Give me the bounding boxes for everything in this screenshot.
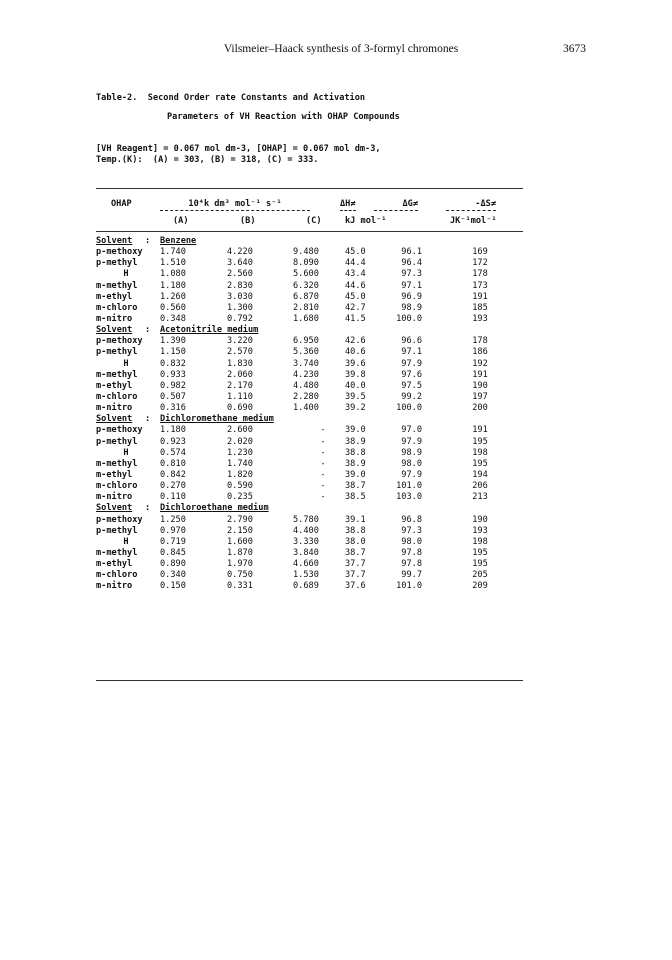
cell-delta-s: 178 (472, 336, 488, 347)
cell-delta-h: 38.7 (345, 547, 366, 558)
table-row (96, 359, 536, 370)
cell-k-b: 1.300 (227, 302, 253, 313)
solvent-colon: : (145, 414, 151, 425)
cell-delta-g: 103.0 (396, 492, 422, 503)
table-row (96, 548, 536, 559)
header-delta-h: ΔH≠ (340, 199, 356, 209)
cell-delta-s: 191 (472, 369, 488, 380)
cell-delta-s: 200 (472, 403, 488, 414)
cell-k-c: 3.330 (293, 536, 319, 547)
table-row (96, 381, 536, 392)
cell-delta-g: 97.8 (401, 547, 422, 558)
cell-k-b: 2.060 (227, 369, 253, 380)
cell-k-c: 0.689 (293, 581, 319, 592)
cell-k-a: 0.970 (160, 525, 186, 536)
cell-k-c: 2.280 (293, 391, 319, 402)
cell-delta-h: 38.8 (345, 447, 366, 458)
cell-delta-s: 193 (472, 525, 488, 536)
cell-k-b: 1.600 (227, 536, 253, 547)
table-row (96, 292, 536, 303)
table-row (96, 425, 536, 436)
solvent-name: Dichloromethane medium (160, 414, 274, 425)
cell-delta-h: 38.7 (345, 481, 366, 492)
cell-k-b: 2.150 (227, 525, 253, 536)
cell-delta-h: 42.7 (345, 302, 366, 313)
cell-k-a: 0.810 (160, 458, 186, 469)
cell-delta-h: 37.7 (345, 559, 366, 570)
table-caption (96, 89, 400, 127)
page-number: 3673 (563, 43, 586, 55)
cell-delta-s: 195 (472, 547, 488, 558)
table-row (96, 459, 536, 470)
cell-delta-h: 39.5 (345, 391, 366, 402)
table-row (96, 526, 536, 537)
cell-ohap: p-methyl (96, 525, 138, 536)
table-row (96, 247, 536, 258)
cell-k-a: 0.933 (160, 369, 186, 380)
solvent-heading (96, 236, 536, 247)
cell-k-c: - (320, 425, 326, 436)
cell-delta-g: 97.1 (401, 280, 422, 291)
cell-k-a: 1.510 (160, 258, 186, 269)
cell-ohap: m-methyl (96, 547, 138, 558)
cell-delta-g: 100.0 (396, 403, 422, 414)
cell-delta-s: 205 (472, 570, 488, 581)
solvent-colon: : (145, 236, 151, 246)
caption-line-1: Second Order rate Constants and Activation (147, 93, 366, 103)
cell-k-a: 0.150 (160, 581, 186, 592)
cell-delta-h: 39.6 (345, 358, 366, 369)
cell-k-b: 1.830 (227, 358, 253, 369)
cell-ohap: H (123, 447, 129, 458)
table-header-rule (96, 231, 523, 232)
cell-delta-h: 41.5 (345, 313, 366, 324)
cell-k-c: 6.950 (293, 336, 319, 347)
solvent-name: Acetonitrile medium (160, 325, 259, 336)
cell-k-b: 3.030 (227, 291, 253, 302)
cell-delta-h: 44.4 (345, 258, 366, 269)
header-kj-unit: kJ mol⁻¹ (345, 216, 387, 226)
solvent-name: Dichloroethane medium (160, 503, 269, 514)
table-bottom-rule (96, 680, 523, 681)
cell-k-c: 9.480 (293, 247, 319, 258)
cell-delta-g: 96.4 (401, 258, 422, 269)
cell-k-c: 3.740 (293, 358, 319, 369)
cell-delta-s: 173 (472, 280, 488, 291)
cell-delta-s: 197 (472, 391, 488, 402)
cell-k-c: - (320, 447, 326, 458)
header-temp-c: (C) (306, 216, 322, 226)
cell-delta-h: 45.0 (345, 247, 366, 258)
conditions-line-1: [VH Reagent] = 0.067 mol dm-3, [OHAP] = 0.067 mol dm-3, (96, 144, 381, 154)
cell-ohap: H (123, 536, 129, 547)
cell-delta-g: 96.1 (401, 247, 422, 258)
cell-k-a: 0.270 (160, 481, 186, 492)
cell-ohap: m-chloro (96, 481, 138, 492)
cell-delta-h: 39.8 (345, 369, 366, 380)
cell-k-c: 5.360 (293, 347, 319, 358)
cell-delta-g: 97.3 (401, 525, 422, 536)
cell-k-c: 4.660 (293, 559, 319, 570)
cell-k-a: 0.507 (160, 391, 186, 402)
cell-delta-s: 191 (472, 425, 488, 436)
cell-delta-s: 193 (472, 313, 488, 324)
cell-k-a: 1.390 (160, 336, 186, 347)
cell-k-a: 1.180 (160, 425, 186, 436)
cell-delta-g: 99.7 (401, 570, 422, 581)
solvent-label: Solvent (96, 414, 133, 425)
cell-delta-h: 44.6 (345, 280, 366, 291)
solvent-name: Benzene (160, 236, 197, 246)
cell-delta-h: 39.0 (345, 425, 366, 436)
cell-k-b: 2.790 (227, 514, 253, 525)
cell-k-b: 1.870 (227, 547, 253, 558)
cell-k-b: 4.220 (227, 247, 253, 258)
table-row (96, 448, 536, 459)
solvent-colon: : (145, 325, 151, 336)
cell-k-a: 0.982 (160, 380, 186, 391)
cell-ohap: H (123, 358, 129, 369)
table-row (96, 269, 536, 280)
cell-k-b: 3.220 (227, 336, 253, 347)
cell-k-c: - (320, 436, 326, 447)
cell-delta-s: 186 (472, 347, 488, 358)
cell-ohap: p-methyl (96, 436, 138, 447)
cell-k-c: 4.400 (293, 525, 319, 536)
cell-k-c: 1.680 (293, 313, 319, 324)
cell-delta-s: 190 (472, 514, 488, 525)
table-row (96, 537, 536, 548)
cell-k-a: 1.180 (160, 280, 186, 291)
cell-delta-h: 38.8 (345, 525, 366, 536)
cell-delta-h: 38.9 (345, 458, 366, 469)
cell-k-b: 0.750 (227, 570, 253, 581)
cell-delta-s: 213 (472, 492, 488, 503)
header-rate-constant: 10⁴k dm³ mol⁻¹ s⁻¹ (160, 199, 310, 211)
header-ohap: OHAP (111, 199, 132, 209)
table-row (96, 581, 536, 592)
cell-k-b: 2.560 (227, 269, 253, 280)
header-delta-s: -ΔS≠ (446, 199, 496, 211)
table-row (96, 403, 536, 414)
cell-delta-g: 99.2 (401, 391, 422, 402)
cell-ohap: m-methyl (96, 280, 138, 291)
cell-ohap: m-chloro (96, 570, 138, 581)
cell-delta-h: 40.6 (345, 347, 366, 358)
cell-delta-s: 190 (472, 380, 488, 391)
cell-k-a: 0.923 (160, 436, 186, 447)
cell-k-a: 0.348 (160, 313, 186, 324)
cell-k-a: 0.832 (160, 358, 186, 369)
cell-k-a: 0.560 (160, 302, 186, 313)
cell-k-b: 1.820 (227, 469, 253, 480)
cell-ohap: H (123, 269, 129, 280)
table-row (96, 336, 536, 347)
cell-delta-h: 43.4 (345, 269, 366, 280)
cell-delta-h: 39.1 (345, 514, 366, 525)
cell-k-a: 1.080 (160, 269, 186, 280)
cell-k-b: 2.570 (227, 347, 253, 358)
cell-k-b: 1.110 (227, 391, 253, 402)
cell-ohap: m-nitro (96, 313, 133, 324)
cell-ohap: m-ethyl (96, 469, 133, 480)
solvent-label: Solvent (96, 325, 133, 336)
table-row (96, 481, 536, 492)
cell-k-a: 0.845 (160, 547, 186, 558)
cell-ohap: m-nitro (96, 581, 133, 592)
cell-delta-g: 98.0 (401, 458, 422, 469)
table-body (96, 236, 536, 593)
cell-delta-g: 97.9 (401, 469, 422, 480)
cell-k-c: 5.780 (293, 514, 319, 525)
cell-ohap: m-ethyl (96, 559, 133, 570)
cell-delta-h: 42.6 (345, 336, 366, 347)
table-row (96, 370, 536, 381)
cell-delta-s: 191 (472, 291, 488, 302)
cell-delta-s: 198 (472, 447, 488, 458)
cell-k-a: 1.250 (160, 514, 186, 525)
cell-k-c: 3.840 (293, 547, 319, 558)
cell-delta-s: 209 (472, 581, 488, 592)
cell-delta-s: 206 (472, 481, 488, 492)
cell-k-b: 2.830 (227, 280, 253, 291)
cell-k-b: 0.590 (227, 481, 253, 492)
cell-ohap: p-methyl (96, 347, 138, 358)
table-row (96, 570, 536, 581)
running-title: Vilsmeier–Haack synthesis of 3-formyl chromones (223, 43, 459, 55)
solvent-label: Solvent (96, 236, 133, 246)
header-delta-g: ΔG≠ (374, 199, 418, 211)
cell-k-b: 0.792 (227, 313, 253, 324)
table-row (96, 437, 536, 448)
cell-delta-g: 97.3 (401, 269, 422, 280)
cell-delta-g: 98.0 (401, 536, 422, 547)
cell-delta-s: 194 (472, 469, 488, 480)
cell-delta-s: 178 (472, 269, 488, 280)
cell-ohap: m-chloro (96, 391, 138, 402)
cell-delta-s: 185 (472, 302, 488, 313)
cell-delta-g: 97.6 (401, 369, 422, 380)
table-row (96, 392, 536, 403)
cell-delta-s: 172 (472, 258, 488, 269)
cell-ohap: m-ethyl (96, 291, 133, 302)
cell-delta-g: 101.0 (396, 581, 422, 592)
cell-k-b: 3.640 (227, 258, 253, 269)
cell-k-b: 2.020 (227, 436, 253, 447)
cell-delta-g: 101.0 (396, 481, 422, 492)
cell-k-c: - (320, 469, 326, 480)
cell-k-c: - (320, 458, 326, 469)
cell-delta-g: 98.9 (401, 447, 422, 458)
table-row (96, 281, 536, 292)
cell-delta-g: 98.9 (401, 302, 422, 313)
cell-k-a: 0.574 (160, 447, 186, 458)
header-jk-unit: JK⁻¹mol⁻¹ (450, 216, 497, 226)
cell-ohap: p-methoxy (96, 247, 143, 258)
cell-delta-g: 96.6 (401, 336, 422, 347)
table-row (96, 258, 536, 269)
cell-k-b: 2.600 (227, 425, 253, 436)
table-conditions (96, 144, 381, 166)
cell-delta-s: 169 (472, 247, 488, 258)
cell-k-c: 8.090 (293, 258, 319, 269)
cell-ohap: m-nitro (96, 403, 133, 414)
cell-k-c: 4.480 (293, 380, 319, 391)
cell-k-c: 1.400 (293, 403, 319, 414)
table-row (96, 314, 536, 325)
cell-k-b: 0.331 (227, 581, 253, 592)
cell-delta-g: 96.8 (401, 514, 422, 525)
cell-k-b: 1.230 (227, 447, 253, 458)
table-row (96, 347, 536, 358)
cell-delta-h: 38.5 (345, 492, 366, 503)
solvent-label: Solvent (96, 503, 133, 514)
cell-k-a: 0.316 (160, 403, 186, 414)
cell-ohap: p-methoxy (96, 514, 143, 525)
solvent-heading (96, 414, 536, 425)
cell-delta-h: 40.0 (345, 380, 366, 391)
cell-k-b: 0.690 (227, 403, 253, 414)
caption-line-2: Parameters of VH Reaction with OHAP Compounds (167, 112, 400, 122)
cell-delta-g: 97.5 (401, 380, 422, 391)
cell-ohap: m-ethyl (96, 380, 133, 391)
cell-k-c: 1.530 (293, 570, 319, 581)
cell-k-a: 0.842 (160, 469, 186, 480)
cell-delta-h: 39.0 (345, 469, 366, 480)
cell-k-b: 2.170 (227, 380, 253, 391)
cell-ohap: m-methyl (96, 369, 138, 380)
cell-delta-g: 97.9 (401, 358, 422, 369)
table-row (96, 470, 536, 481)
cell-k-a: 0.110 (160, 492, 186, 503)
table-row (96, 559, 536, 570)
solvent-heading (96, 325, 536, 336)
cell-delta-g: 97.0 (401, 425, 422, 436)
cell-k-c: 5.600 (293, 269, 319, 280)
cell-k-c: - (320, 481, 326, 492)
cell-delta-g: 96.9 (401, 291, 422, 302)
cell-delta-h: 37.7 (345, 570, 366, 581)
cell-ohap: m-methyl (96, 458, 138, 469)
table-row (96, 492, 536, 503)
cell-ohap: p-methoxy (96, 425, 143, 436)
cell-k-c: - (320, 492, 326, 503)
cell-delta-s: 195 (472, 436, 488, 447)
caption-label: Table-2. (96, 93, 138, 103)
cell-delta-s: 195 (472, 559, 488, 570)
cell-delta-h: 45.0 (345, 291, 366, 302)
cell-k-c: 6.320 (293, 280, 319, 291)
cell-ohap: m-chloro (96, 302, 138, 313)
cell-delta-s: 198 (472, 536, 488, 547)
cell-delta-h: 38.0 (345, 536, 366, 547)
cell-k-c: 6.870 (293, 291, 319, 302)
solvent-heading (96, 503, 536, 514)
table-top-rule (96, 188, 523, 189)
cell-delta-g: 97.8 (401, 559, 422, 570)
cell-k-a: 1.150 (160, 347, 186, 358)
cell-k-a: 0.890 (160, 559, 186, 570)
cell-ohap: m-nitro (96, 492, 133, 503)
cell-k-a: 0.340 (160, 570, 186, 581)
solvent-colon: : (145, 503, 151, 514)
cell-delta-g: 100.0 (396, 313, 422, 324)
header-temp-b: (B) (240, 216, 256, 226)
cell-delta-h: 38.9 (345, 436, 366, 447)
cell-delta-g: 97.9 (401, 436, 422, 447)
table-row (96, 303, 536, 314)
cell-k-b: 1.740 (227, 458, 253, 469)
cell-delta-s: 192 (472, 358, 488, 369)
cell-k-c: 2.810 (293, 302, 319, 313)
cell-k-a: 1.260 (160, 291, 186, 302)
cell-ohap: p-methoxy (96, 336, 143, 347)
cell-delta-g: 97.1 (401, 347, 422, 358)
cell-k-b: 0.235 (227, 492, 253, 503)
cell-k-c: 4.230 (293, 369, 319, 380)
cell-ohap: p-methyl (96, 258, 138, 269)
cell-delta-h: 37.6 (345, 581, 366, 592)
cell-delta-h: 39.2 (345, 403, 366, 414)
cell-k-b: 1.970 (227, 559, 253, 570)
table-row (96, 515, 536, 526)
cell-k-a: 1.740 (160, 247, 186, 258)
header-temp-a: (A) (173, 216, 189, 226)
cell-k-a: 0.719 (160, 536, 186, 547)
conditions-line-2: Temp.(K): (A) = 303, (B) = 318, (C) = 333. (96, 155, 319, 165)
cell-delta-s: 195 (472, 458, 488, 469)
